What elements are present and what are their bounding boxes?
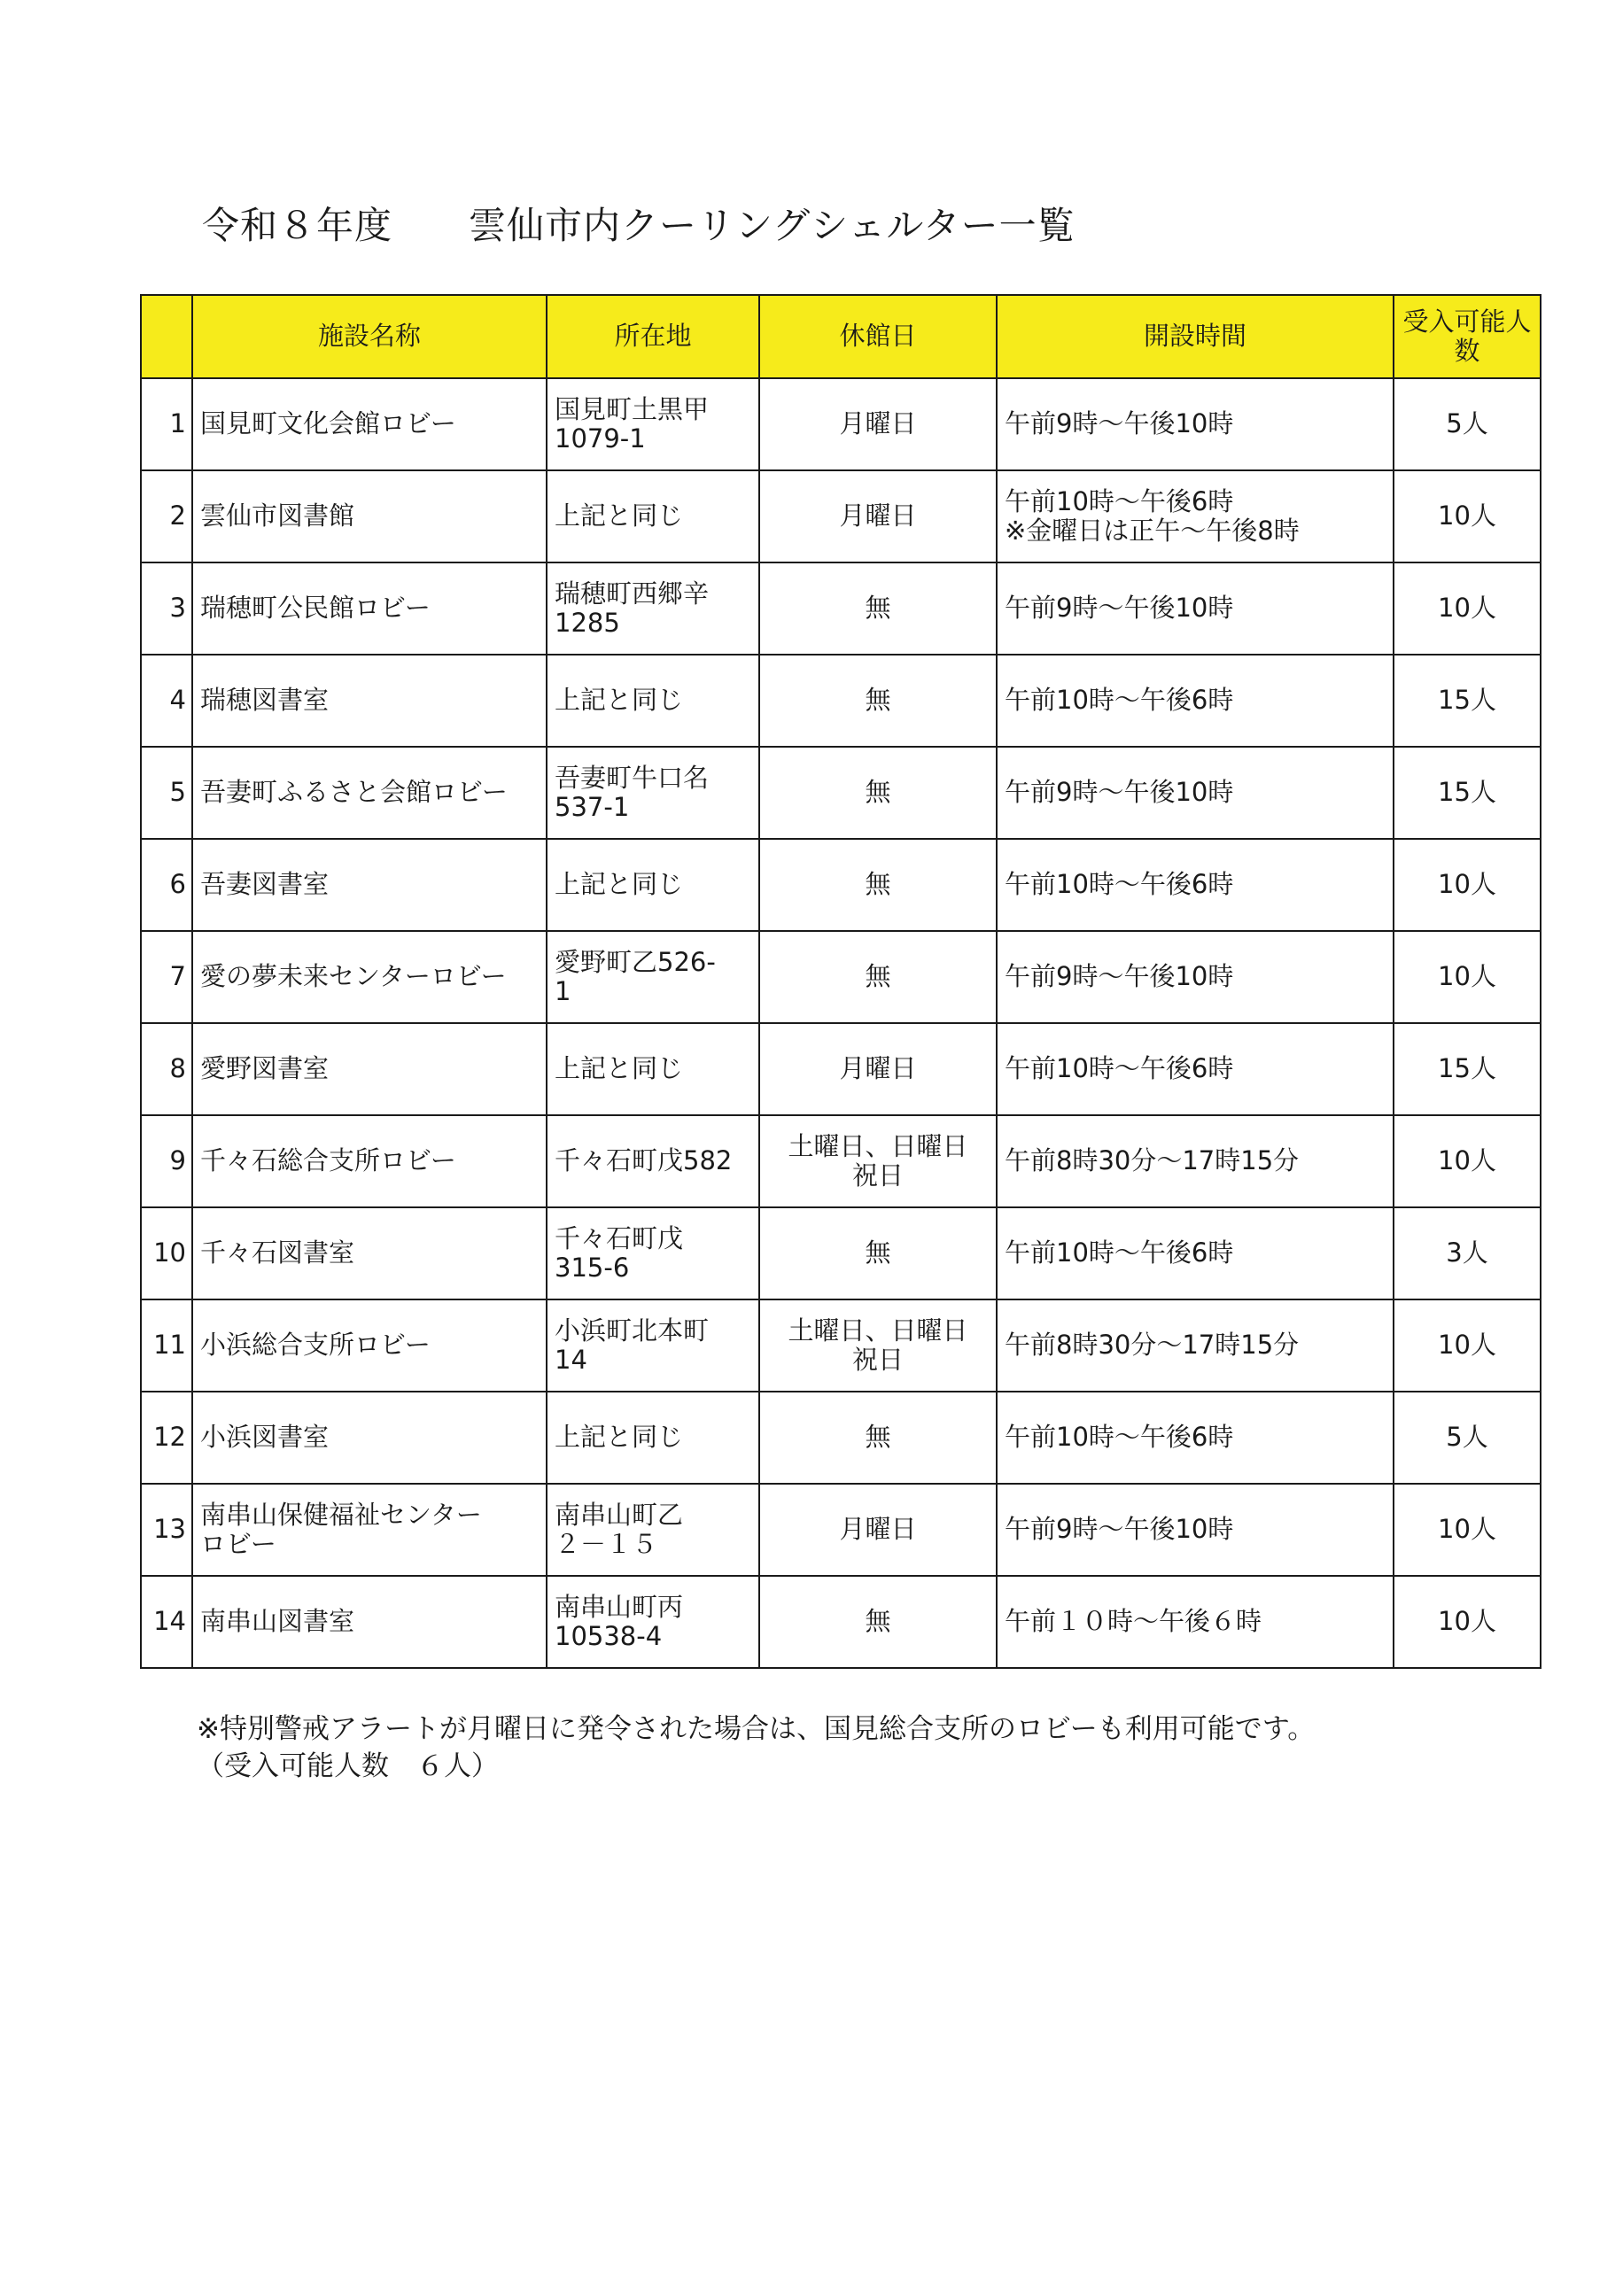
table-row [141,1299,1541,1392]
shelter-table [140,294,1541,1669]
table-row [141,378,1541,470]
opening-hours: 午前10時～午後6時 ※金曜日は正午～午後8時 [997,470,1394,562]
table-row [141,655,1541,747]
opening-hours: 午前10時～午後6時 [997,1207,1394,1299]
opening-hours: 午前9時～午後10時 [997,378,1394,470]
closed-days: 無 [759,839,997,931]
footnote-line-2: （受入可能人数 ６人） [197,1749,499,1782]
capacity: 10人 [1394,470,1541,562]
closed-days: 月曜日 [759,1023,997,1115]
facility-name: 瑞穂図書室 [192,655,547,747]
capacity: 5人 [1394,1392,1541,1484]
table-row [141,1115,1541,1207]
closed-days: 月曜日 [759,1484,997,1576]
row-number: 13 [141,1484,192,1576]
table-row [141,1023,1541,1115]
facility-name: 千々石総合支所ロビー [192,1115,547,1207]
row-number: 12 [141,1392,192,1484]
facility-address: 上記と同じ [547,655,759,747]
facility-name: 南串山図書室 [192,1576,547,1668]
opening-hours: 午前10時～午後6時 [997,655,1394,747]
table-row [141,931,1541,1023]
facility-address: 上記と同じ [547,470,759,562]
table-row [141,562,1541,655]
capacity: 10人 [1394,931,1541,1023]
facility-address: 千々石町戊 315-6 [547,1207,759,1299]
facility-address: 上記と同じ [547,1392,759,1484]
facility-address: 千々石町戊582 [547,1115,759,1207]
capacity: 3人 [1394,1207,1541,1299]
opening-hours: 午前9時～午後10時 [997,1484,1394,1576]
row-number: 10 [141,1207,192,1299]
opening-hours: 午前10時～午後6時 [997,1392,1394,1484]
closed-days: 無 [759,747,997,839]
capacity: 10人 [1394,1299,1541,1392]
header-capacity: 受入可能人 数 [1394,295,1541,378]
facility-name: 千々石図書室 [192,1207,547,1299]
row-number: 2 [141,470,192,562]
facility-name: 小浜図書室 [192,1392,547,1484]
facility-name: 南串山保健福祉センター ロビー [192,1484,547,1576]
page-title: 令和８年度 雲仙市内クーリングシェルター一覧 [202,204,1076,247]
row-number: 9 [141,1115,192,1207]
header-opening-hours: 開設時間 [997,295,1394,378]
closed-days: 無 [759,1576,997,1668]
row-number: 5 [141,747,192,839]
facility-name: 雲仙市図書館 [192,470,547,562]
facility-name: 愛の夢未来センターロビー [192,931,547,1023]
facility-address: 国見町土黒甲 1079-1 [547,378,759,470]
facility-address: 小浜町北本町 14 [547,1299,759,1392]
capacity: 10人 [1394,1484,1541,1576]
opening-hours: 午前9時～午後10時 [997,562,1394,655]
facility-address: 吾妻町牛口名 537-1 [547,747,759,839]
facility-name: 小浜総合支所ロビー [192,1299,547,1392]
opening-hours: 午前9時～午後10時 [997,747,1394,839]
facility-name: 瑞穂町公民館ロビー [192,562,547,655]
facility-address: 南串山町乙 ２－１５ [547,1484,759,1576]
closed-days: 無 [759,1207,997,1299]
row-number: 1 [141,378,192,470]
row-number: 6 [141,839,192,931]
facility-name: 吾妻町ふるさと会館ロビー [192,747,547,839]
table-row [141,470,1541,562]
header-facility-name: 施設名称 [192,295,547,378]
opening-hours: 午前10時～午後6時 [997,839,1394,931]
table-row [141,1207,1541,1299]
facility-address: 上記と同じ [547,839,759,931]
row-number: 3 [141,562,192,655]
capacity: 10人 [1394,1576,1541,1668]
capacity: 15人 [1394,655,1541,747]
capacity: 10人 [1394,562,1541,655]
row-number: 8 [141,1023,192,1115]
closed-days: 月曜日 [759,470,997,562]
capacity: 10人 [1394,1115,1541,1207]
facility-address: 瑞穂町西郷辛 1285 [547,562,759,655]
closed-days: 無 [759,1392,997,1484]
closed-days: 月曜日 [759,378,997,470]
closed-days: 無 [759,931,997,1023]
facility-address: 上記と同じ [547,1023,759,1115]
header-address: 所在地 [547,295,759,378]
opening-hours: 午前10時～午後6時 [997,1023,1394,1115]
facility-name: 吾妻図書室 [192,839,547,931]
row-number: 4 [141,655,192,747]
closed-days: 土曜日、日曜日 祝日 [759,1299,997,1392]
header-closed-days: 休館日 [759,295,997,378]
capacity: 15人 [1394,747,1541,839]
table-row [141,747,1541,839]
capacity: 10人 [1394,839,1541,931]
table-header-row [141,295,1541,378]
row-number: 7 [141,931,192,1023]
opening-hours: 午前8時30分～17時15分 [997,1115,1394,1207]
table-row [141,1392,1541,1484]
closed-days: 無 [759,655,997,747]
opening-hours: 午前１０時～午後６時 [997,1576,1394,1668]
opening-hours: 午前9時～午後10時 [997,931,1394,1023]
footnote-line-1: ※特別警戒アラートが月曜日に発令された場合は、国見総合支所のロビーも利用可能です。 [197,1713,1316,1745]
table-row [141,839,1541,931]
facility-name: 国見町文化会館ロビー [192,378,547,470]
footnote [197,1711,1315,1786]
facility-address: 愛野町乙526- 1 [547,931,759,1023]
table-body [141,378,1541,1668]
opening-hours: 午前8時30分～17時15分 [997,1299,1394,1392]
table-row [141,1576,1541,1668]
facility-name: 愛野図書室 [192,1023,547,1115]
closed-days: 土曜日、日曜日 祝日 [759,1115,997,1207]
capacity: 15人 [1394,1023,1541,1115]
header-number [141,295,192,378]
closed-days: 無 [759,562,997,655]
row-number: 11 [141,1299,192,1392]
facility-address: 南串山町丙 10538-4 [547,1576,759,1668]
capacity: 5人 [1394,378,1541,470]
table-row [141,1484,1541,1576]
row-number: 14 [141,1576,192,1668]
